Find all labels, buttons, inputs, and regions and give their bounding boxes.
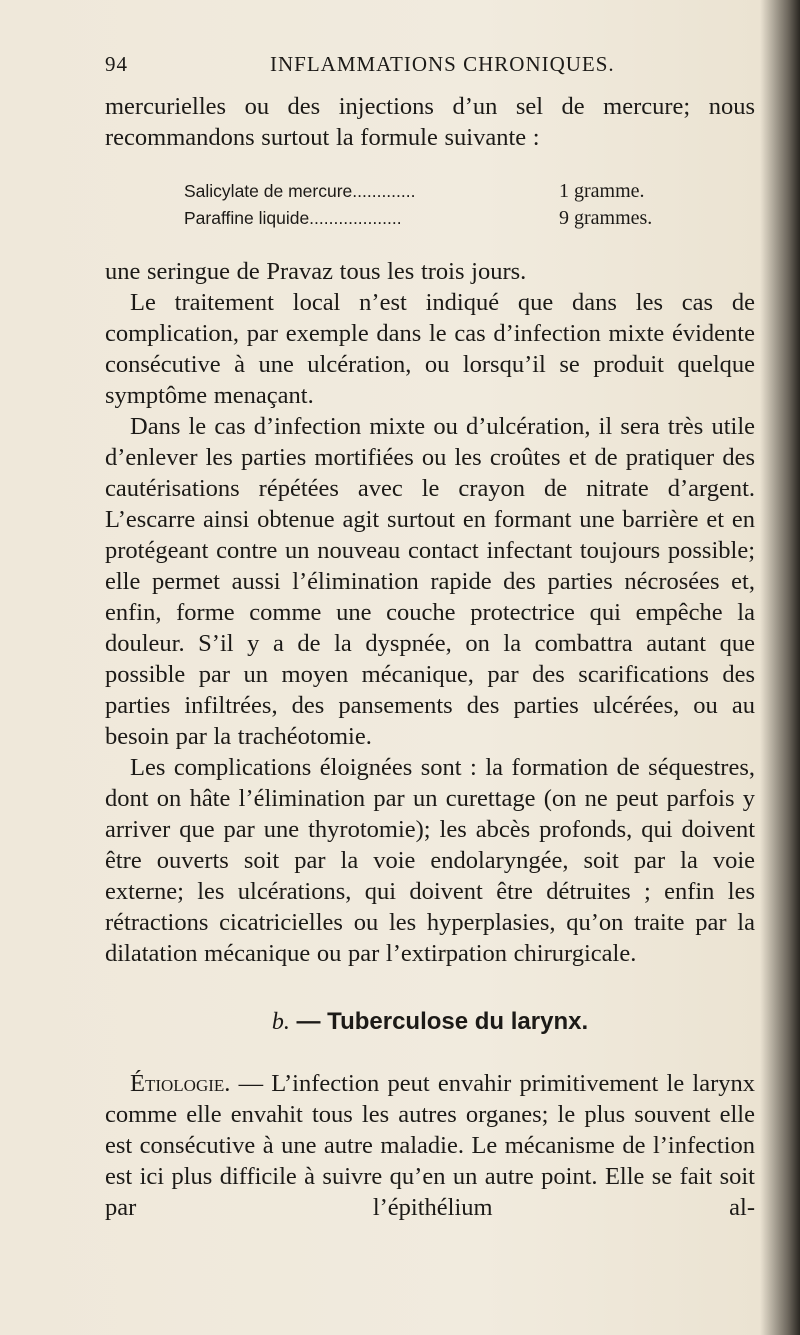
paragraph-mixed-infection: Dans le cas d’infection mixte ou d’ulcération, il sera très utile d’enlever les parties mortifiées ou les croûtes et de pratiquer des cautérisations répétées avec le crayon de nitrate d’argent. L’escarre ainsi obtenue agit surtout en formant une barrière et en protégeant contre un nouveau contact infectant toujours possible; elle permet aussi l’élimination rapide des parties nécrosées et, enfin, forme comme une couche protectrice qui empêche la douleur. S’il y a de la dyspnée, on la combattra autant que possible par un moyen mécanique, par des scarifications des parties infiltrées, des pansements des parties ulcérées, ou au besoin par la trachéotomie. — [105, 413, 755, 750]
paragraph-local-treatment: Le traitement local n’est indiqué que dans les cas de complication, par exemple dans le cas d’infection mixte évidente consécutive à une ulcération, ou lorsqu’il se produit quelque symptôme menaçant. — [105, 289, 755, 409]
etiology-text: — L’infection peut envahir primitivement le larynx comme elle envahit tous les autres organes; le plus souvent elle est consécutive à une autre maladie. Le mécanisme de l’infection est ici plus difficile à suivre qu’en un autre point. Elle se fait soit par l’épithélium al- — [105, 1070, 755, 1221]
section-heading — [105, 1008, 755, 1036]
etiology-paragraph — [105, 1068, 755, 1223]
paragraph-continuation: une seringue de Pravaz tous les trois jours. — [105, 258, 527, 285]
formula-row — [184, 205, 684, 232]
etiology-lead: Étiologie. — [130, 1070, 231, 1097]
intro-block — [105, 91, 755, 153]
formula-ingredient: Salicylate de mercure............. — [184, 181, 416, 201]
formula-quantity: 1 gramme. — [559, 180, 645, 202]
section-title: — Tuberculose du larynx. — [296, 1008, 589, 1035]
paragraph-complications: Les complications éloignées sont : la formation de séquestres, dont on hâte l’élimination par un curettage (on ne peut parfois y arriver que par une thyrotomie); les abcès profonds, qui doivent être ouverts soit par la voie endolaryngée, soit par la voie externe; les ulcérations, qui doivent être détruites ; enfin les rétractions cicatricielles ou les hyperplasies, qu’on traite par la dilatation mécanique ou par l’extirpation chirurgicale. — [105, 754, 755, 967]
etiology-block — [105, 1068, 755, 1223]
intro-paragraph: mercurielles ou des injections d’un sel de mercure; nous recommandons surtout la formule suivante : — [105, 93, 755, 151]
prescription-formula — [184, 178, 684, 232]
page-number: 94 — [105, 52, 128, 76]
running-title: INFLAMMATIONS CHRONIQUES. — [270, 52, 615, 76]
page-header — [105, 52, 755, 86]
formula-quantity: 9 grammes. — [559, 207, 653, 229]
section-letter: b. — [271, 1009, 290, 1035]
body-text — [105, 256, 755, 969]
formula-row — [184, 178, 684, 205]
formula-ingredient: Paraffine liquide................... — [184, 208, 402, 228]
